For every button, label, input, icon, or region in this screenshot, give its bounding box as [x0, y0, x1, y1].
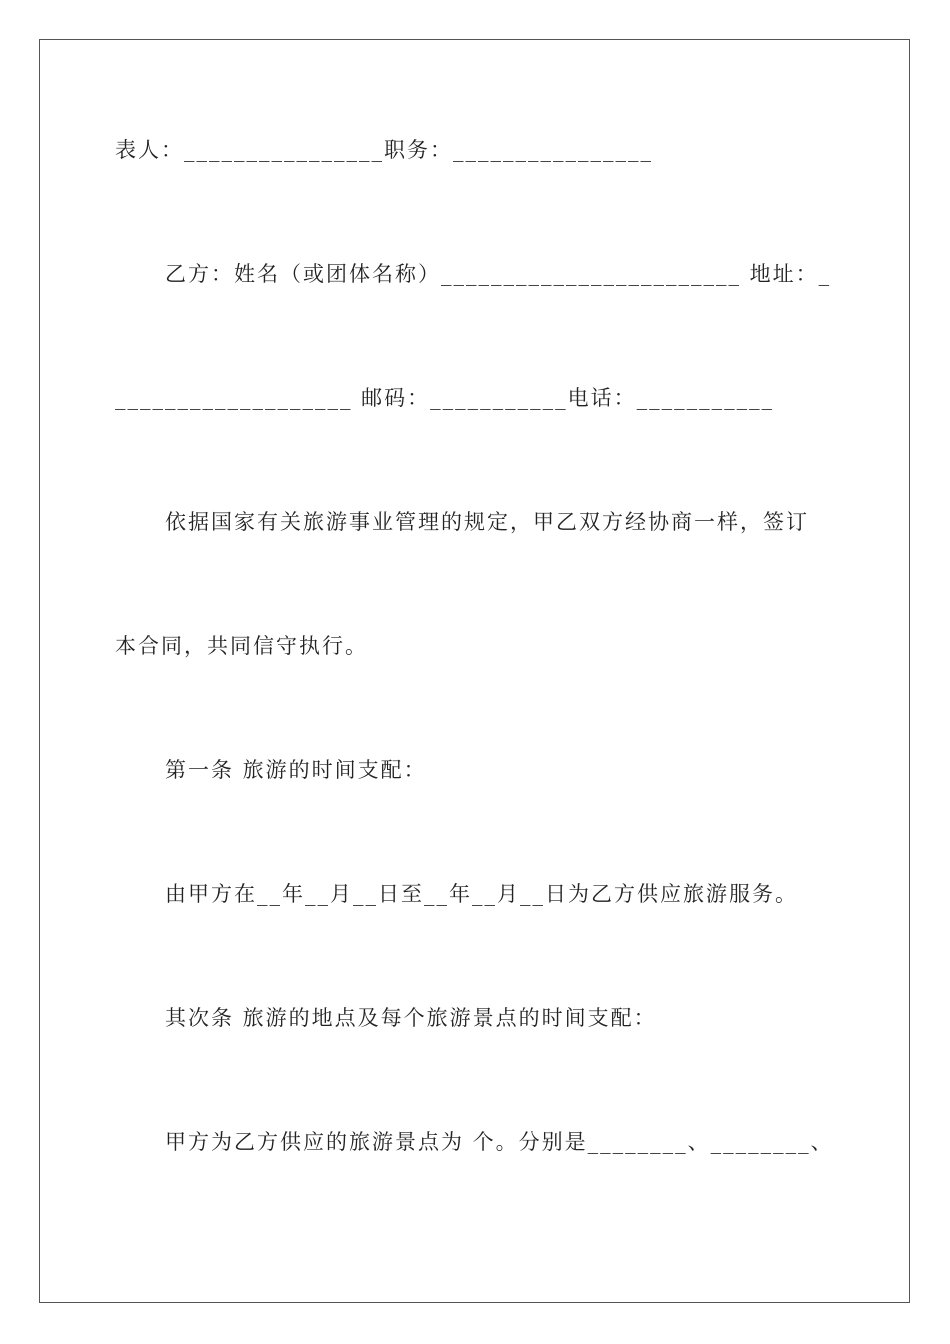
representative-line: 表人：________________职务：________________: [115, 138, 653, 162]
party-b-name-line: 乙方：姓名（或团体名称）________________________ 地址：_: [165, 262, 832, 286]
article-2-heading: 其次条 旅游的地点及每个旅游景点的时间支配：: [165, 1006, 657, 1030]
preamble-line-2: 本合同，共同信守执行。: [115, 634, 368, 658]
article-1-body: 由甲方在__年__月__日至__年__月__日为乙方供应旅游服务。: [165, 882, 798, 906]
article-2-body: 甲方为乙方供应的旅游景点为 个。分别是________、________、: [165, 1130, 834, 1154]
page-border: [39, 39, 910, 1303]
article-1-heading: 第一条 旅游的时间支配：: [165, 758, 427, 782]
postcode-phone-line: ___________________ 邮码：___________电话：___________: [115, 386, 775, 410]
preamble-line-1: 依据国家有关旅游事业管理的规定，甲乙双方经协商一样，签订: [165, 510, 809, 534]
